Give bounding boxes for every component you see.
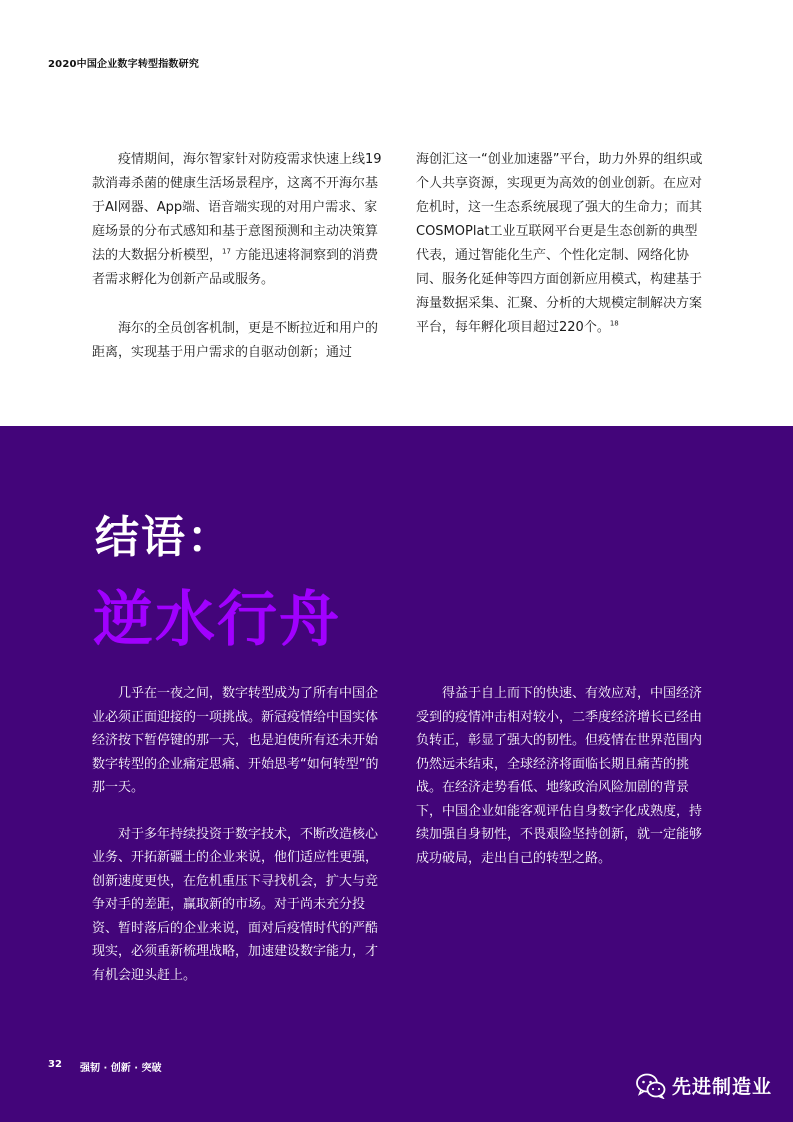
paragraph: 几乎在一夜之间，数字转型成为了所有中国企业必须正面迎接的一项挑战。新冠疫情给中国实体经济按下暂停键的那一天，也是迫使所有还未开始数字转型的企业痛定思痛、开始思考“如何转型”的那一天。 xyxy=(92,686,379,795)
wechat-icon xyxy=(636,1073,666,1099)
paragraph: 海创汇这一“创业加速器”平台，助力外界的组织或个人共享资源，实现更为高效的创业创新。在应对危机时，这一生态系统展现了强大的生命力；而其COSMOPlat工业互联网平台更是生态创新的典型代表，通过智能化生产、个性化定制、网络化协同、服务化延伸等四方面创新应用模式，构建基于海量数据采集、汇聚、分析的大规模定制解决方案平台，每年孵化项目超过220个。$^{18}$ xyxy=(416,152,703,335)
conclusion-right-column xyxy=(416,682,706,893)
section-subheading: 逆水行舟 xyxy=(93,585,341,655)
footer-tagline: 强韧 · 创新 · 突破 xyxy=(80,1063,162,1074)
page-number: 32 xyxy=(48,1059,62,1070)
paragraph: 得益于自上而下的快速、有效应对，中国经济受到的疫情冲击相对较小，二季度经济增长已经由负转正，彰显了强大的韧性。但疫情在世界范围内仍然远未结束，全球经济将面临长期且痛苦的挑战。在经济走势看低、地缘政治风险加剧的背景下，中国企业如能客观评估自身数字化成熟度，持续加强自身韧性，不畏艰险坚持创新，就一定能够成功破局，走出自己的转型之路。 xyxy=(416,686,703,866)
paragraph: 疫情期间，海尔智家针对防疫需求快速上线19款消毒杀菌的健康生活场景程序，这离不开海尔基于AI网器、App端、语音端实现的对用户需求、家庭场景的分布式感知和基于意图预测和主动决策算法的大数据分析模型，$^{17}$ 方能迅速将洞察到的消费者需求孵化为创新产品或服务。 xyxy=(92,152,382,287)
paragraph: 海尔的全员创客机制，更是不断拉近和用户的距离，实现基于用户需求的自驱动创新；通过 xyxy=(92,321,379,360)
top-left-column xyxy=(92,148,382,390)
watermark xyxy=(636,1072,772,1099)
footnote-ref[interactable]: 18 xyxy=(609,319,619,328)
section-heading: 结语： xyxy=(95,512,233,563)
running-header: 2020中国企业数字转型指数研究 xyxy=(48,59,200,70)
watermark-label: 先进制造业 xyxy=(672,1076,773,1098)
top-right-column xyxy=(416,148,706,365)
footnote-ref[interactable]: 17 xyxy=(222,247,231,256)
paragraph: 对于多年持续投资于数字技术，不断改造核心业务、开拓新疆土的企业来说，他们适应性更强，创新速度更快，在危机重压下寻找机会，扩大与竞争对手的差距，赢取新的市场。对于尚未充分投资、暂时落后的企业来说，面对后疫情时代的严酷现实，必须重新梳理战略，加速建设数字能力，才有机会迎头赶上。 xyxy=(92,826,379,983)
conclusion-left-column xyxy=(92,682,382,1010)
